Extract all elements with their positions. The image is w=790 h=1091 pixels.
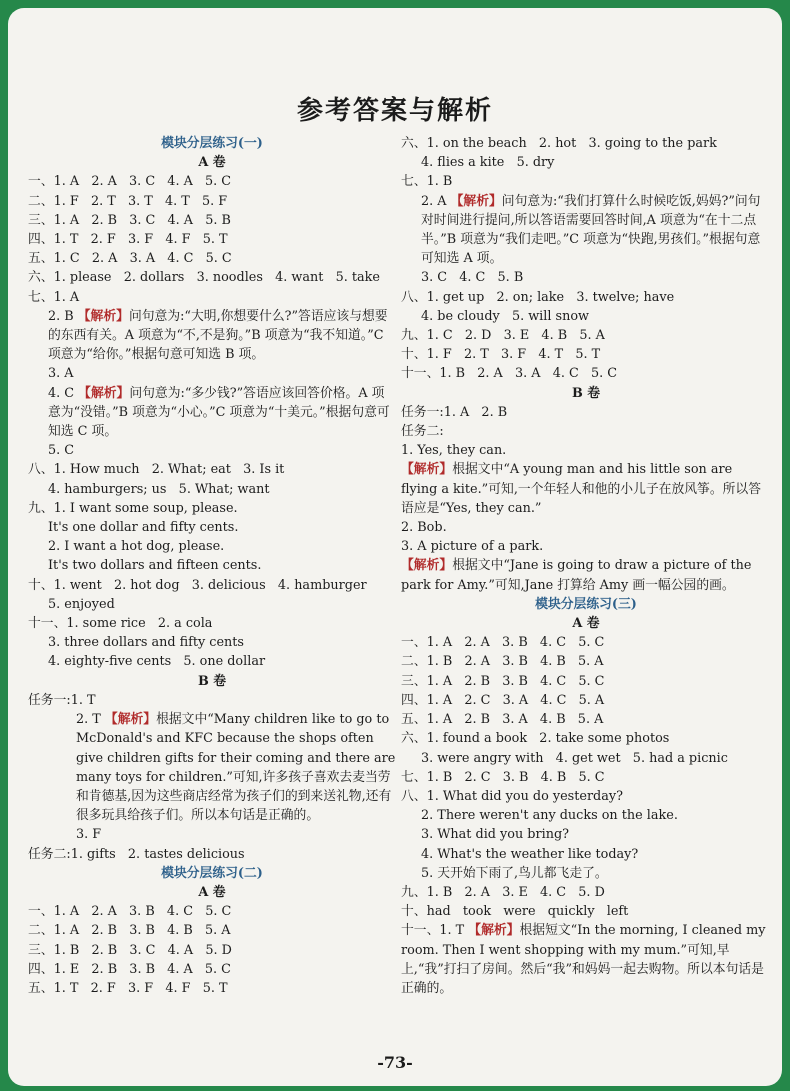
analysis-text: 根据文中“Many children like to go to McDonald's and KFC because the shops often give children gifts for their coming and there are many toys for children.”可知,许多孩子喜欢去麦当劳和肯德基,因为这些商店经常为孩子们的到来送礼物,还有很多玩具给孩子们。所以本句话是正确的。 (76, 712, 396, 824)
answer-line: 三、1. A 2. B 3. C 4. A 5. B (28, 212, 231, 228)
answer-line: 5. 天开始下雨了,鸟儿都飞走了。 (421, 865, 608, 881)
answer-line: 十、had took were quickly left (401, 904, 629, 920)
analysis-tag: 【解析】 (104, 712, 157, 728)
volume-heading: B 卷 (197, 673, 227, 689)
explanation (401, 921, 771, 998)
answer-key: 4. C (48, 385, 79, 401)
answer-line: 5. C (48, 443, 75, 459)
explanation (28, 384, 396, 442)
answer-line: 一、1. A 2. A 3. B 4. C 5. C (28, 904, 232, 920)
answer-line: It's one dollar and fifty cents. (48, 520, 239, 536)
analysis-text: 根据文中“A young man and his little son are flying a kite.”可知,一个年轻人和他的小儿子在放风筝。所以答语应是“Yes, they can.” (401, 462, 762, 516)
answer-line: 七、1. A (28, 289, 80, 305)
volume-heading: B 卷 (571, 385, 601, 401)
analysis-text: 问句意为:“多少钱?”答语应该回答价格。A 项意为“没错。”B 项意为“小心。”C 项意为“十美元。”根据句意可知选 C 项。 (48, 385, 390, 440)
answer-line: 三、1. B 2. B 3. C 4. A 5. D (28, 942, 232, 958)
answer-line: 十一、1. B 2. A 3. A 4. C 5. C (401, 366, 618, 382)
answer-line: 2. I want a hot dog, please. (48, 539, 225, 555)
answer-line: 4. eighty-five cents 5. one dollar (48, 654, 266, 670)
answer-line: 八、1. What did you do yesterday? (401, 788, 623, 804)
answer-line: 任务一:1. A 2. B (401, 404, 508, 420)
analysis-text: 根据短文“In the morning, I cleaned my room. Then I went shopping with my mum.”可知,早上,“我”打扫了房间。然后“我”和妈妈一起去购物。所以本句话是正确的。 (401, 923, 766, 996)
answer-line: 四、1. E 2. B 3. B 4. A 5. C (28, 961, 231, 977)
answer-line: 二、1. A 2. B 3. B 4. B 5. A (28, 923, 231, 939)
analysis-text: 问句意为:“大明,你想要什么?”答语应该与想要的东西有关。A 项意为“不,不是狗。”B 项意为“我不知道。”C 项意为“给你。”根据句意可知选 B 项。 (48, 308, 388, 363)
answer-line: 七、1. B 2. C 3. B 4. B 5. C (401, 769, 605, 785)
volume-heading: A 卷 (198, 155, 226, 171)
answer-line: It's two dollars and fifteen cents. (48, 558, 262, 574)
analysis-text: 问句意为:“我们打算什么时候吃饭,妈妈?”问句对时间进行提问,所以答语需要回答时间,A 项意为“在十二点半。”B 项意为“我们走吧。”C 项意为“快跑,男孩们。”根据句意可知选 A 项。 (421, 193, 761, 267)
answer-line: 3. A (48, 366, 74, 382)
answer-line: 一、1. A 2. A 3. B 4. C 5. C (401, 635, 605, 651)
analysis-text: 根据文中“Jane is going to draw a picture of the park for Amy.”可知,Jane 打算给 Amy 画一幅公园的画。 (401, 558, 752, 593)
answer-key: 2. A (421, 193, 451, 209)
left-column (28, 134, 396, 998)
answer-line: 四、1. T 2. F 3. F 4. F 5. T (28, 232, 228, 248)
page-number: -73- (377, 1053, 413, 1072)
answer-line: 五、1. T 2. F 3. F 4. F 5. T (28, 980, 228, 996)
right-column (401, 134, 771, 998)
answer-line: 3. A picture of a park. (401, 539, 544, 555)
section-heading: 模块分层练习(一) (161, 136, 263, 151)
answer-key: 十一、1. T (401, 923, 469, 939)
answer-line: 一、1. A 2. A 3. C 4. A 5. C (28, 174, 232, 190)
page-title: 参考答案与解析 (296, 96, 493, 126)
volume-heading: A 卷 (198, 884, 226, 900)
answer-line: 任务二: (401, 424, 444, 440)
answer-line: 二、1. B 2. A 3. B 4. B 5. A (401, 654, 604, 670)
answer-key: 2. T (76, 712, 105, 728)
explanation (28, 307, 396, 365)
answer-line: 4. flies a kite 5. dry (421, 155, 555, 171)
answer-line: 3. C 4. C 5. B (421, 270, 524, 286)
section-heading: 模块分层练习(三) (535, 596, 637, 612)
answer-line: 3. three dollars and fifty cents (48, 635, 244, 651)
analysis-tag: 【解析】 (468, 923, 520, 939)
answer-line: 任务一:1. T (28, 692, 96, 708)
answer-line: 九、1. B 2. A 3. E 4. C 5. D (401, 884, 605, 900)
answer-line: 三、1. A 2. B 3. B 4. C 5. C (401, 673, 605, 689)
answer-line: 5. enjoyed (48, 596, 115, 612)
explanation (401, 556, 771, 594)
answer-line: 八、1. How much 2. What; eat 3. Is it (28, 462, 285, 478)
answer-line: 五、1. A 2. B 3. A 4. B 5. A (401, 712, 604, 728)
answer-line: 4. What's the weather like today? (421, 846, 639, 862)
answer-line: 十一、1. some rice 2. a cola (28, 616, 213, 632)
answer-line: 3. What did you bring? (421, 827, 569, 843)
answer-line: 任务二:1. gifts 2. tastes delicious (28, 846, 245, 862)
answer-line: 十、1. F 2. T 3. F 4. T 5. T (401, 347, 601, 363)
explanation (401, 192, 771, 269)
answer-line: 七、1. B (401, 174, 453, 190)
answer-line: 3. were angry with 4. get wet 5. had a picnic (421, 750, 728, 766)
answer-line: 八、1. get up 2. on; lake 3. twelve; have (401, 289, 675, 305)
answer-line: 2. Bob. (401, 520, 447, 536)
answer-line: 四、1. A 2. C 3. A 4. C 5. A (401, 692, 605, 708)
volume-heading: A 卷 (572, 616, 600, 632)
analysis-tag: 【解析】 (401, 462, 453, 478)
section-heading: 模块分层练习(二) (161, 865, 263, 881)
answer-line: 二、1. F 2. T 3. T 4. T 5. F (28, 193, 228, 209)
answer-line: 十、1. went 2. hot dog 3. delicious 4. hamburger (28, 577, 367, 593)
answer-line: 五、1. C 2. A 3. A 4. C 5. C (28, 251, 232, 267)
answer-line: 六、1. found a book 2. take some photos (401, 731, 670, 747)
analysis-tag: 【解析】 (450, 193, 502, 209)
answer-line: 九、1. C 2. D 3. E 4. B 5. A (401, 328, 605, 344)
answer-line: 六、1. please 2. dollars 3. noodles 4. want 5. take (28, 270, 380, 286)
answer-line: 4. be cloudy 5. will snow (421, 308, 589, 324)
analysis-tag: 【解析】 (77, 308, 129, 324)
answer-line: 3. F (76, 827, 102, 843)
explanation (401, 460, 771, 518)
answer-page (8, 8, 782, 1086)
answer-key: 2. B (48, 308, 78, 324)
analysis-tag: 【解析】 (401, 558, 453, 574)
analysis-tag: 【解析】 (78, 385, 130, 401)
answer-line: 2. There weren't any ducks on the lake. (421, 808, 678, 824)
answer-line: 九、1. I want some soup, please. (28, 500, 238, 516)
answer-line: 1. Yes, they can. (401, 443, 507, 459)
answer-line: 六、1. on the beach 2. hot 3. going to the park (401, 136, 717, 151)
explanation (28, 710, 396, 825)
answer-line: 4. hamburgers; us 5. What; want (48, 481, 270, 497)
